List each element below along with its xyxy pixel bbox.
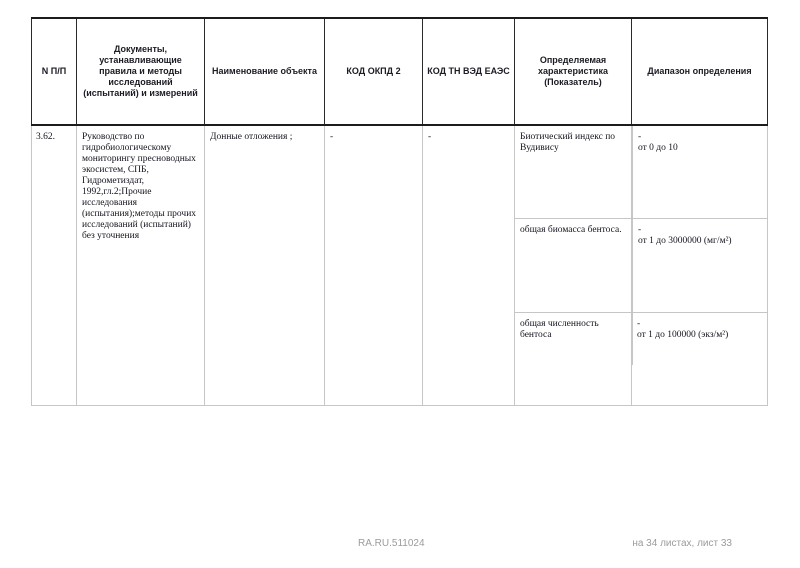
cell-ranges	[632, 126, 768, 405]
header-label-docs: Документы, устанавливающие правила и методы исследований (испытаний) и измерений	[83, 44, 198, 98]
cell-characteristics	[515, 126, 632, 405]
header-label-num: N П/П	[41, 66, 67, 76]
range-dash: -	[638, 132, 642, 142]
characteristic-subrow-3: общая численность бентоса	[520, 319, 599, 340]
range-subrow-3	[632, 313, 767, 405]
range-dash: -	[638, 225, 642, 235]
header-label-okpd: КОД ОКПД 2	[346, 66, 401, 76]
header-cell-object	[205, 19, 325, 124]
accreditation-scope-table	[31, 17, 768, 406]
header-cell-range	[632, 19, 768, 124]
characteristic-subrow-1: Биотический индекс по Вудивису	[515, 126, 631, 219]
range-value: от 0 до 10	[638, 143, 678, 153]
header-cell-characteristic	[515, 19, 632, 124]
cell-row-number: 3.62.	[31, 126, 77, 405]
range-subrow-1	[632, 126, 767, 219]
characteristic-subrow-2: общая биомасса бентоса.	[515, 219, 631, 313]
cell-tnved-code: -	[423, 126, 515, 405]
footer-pagination: на 34 листах, лист 33	[632, 538, 732, 549]
header-label-object: Наименование объекта	[212, 66, 317, 76]
header-label-tnved: КОД ТН ВЭД ЕАЭС	[427, 66, 510, 76]
header-cell-okpd	[325, 19, 423, 124]
cell-object-name: Донные отложения ;	[205, 126, 325, 405]
footer-doc-number: RA.RU.511024	[358, 538, 425, 549]
range-value: от 1 до 100000 (экз/м²)	[637, 330, 729, 340]
page-footer	[0, 538, 800, 552]
range-dash: -	[637, 319, 641, 329]
table-header-row	[31, 19, 768, 126]
table-row	[31, 126, 768, 406]
header-label-characteristic: Определяемая характеристика (Показатель)	[538, 55, 608, 87]
header-cell-num	[31, 19, 77, 124]
cell-okpd-code: -	[325, 126, 423, 405]
range-subrow-2	[632, 219, 767, 313]
range-value: от 1 до 3000000 (мг/м²)	[638, 236, 732, 246]
header-label-range: Диапазон определения	[647, 66, 752, 76]
header-cell-tnved	[423, 19, 515, 124]
cell-documents: Руководство по гидробиологическому мониторингу пресноводных экосистем, СПБ, Гидрометиздат, 1992,гл.2;Прочие исследования (испытания);методы прочих исследований (испытаний) без уточнения	[77, 126, 205, 405]
header-cell-docs	[77, 19, 205, 124]
